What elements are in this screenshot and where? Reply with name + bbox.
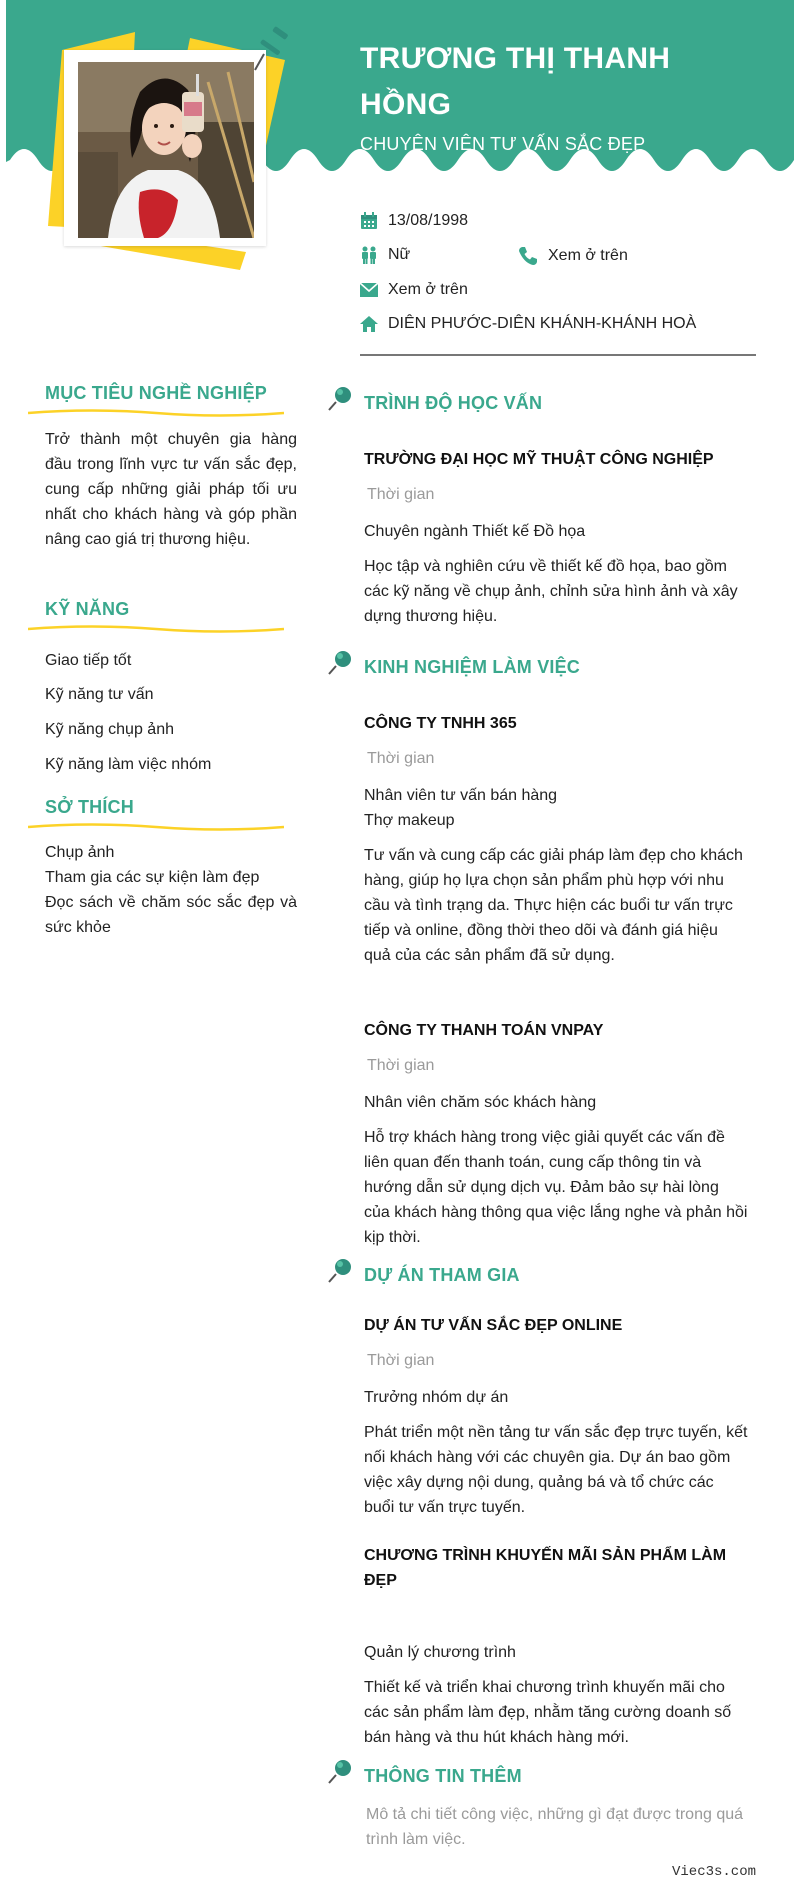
additional-text: Mô tả chi tiết công việc, những gì đạt được trong quá trình làm việc. xyxy=(366,1806,744,1848)
additional-title: THÔNG TIN THÊM xyxy=(364,1766,522,1786)
job-description: Hỗ trợ khách hàng trong việc giải quyết các vấn đề liên quan đến thanh toán, cung cấp thông tin và hướng dẫn sử dụng dịch vụ. Đảm bảo sự hài lòng của khách hàng thông qua việc lắng nghe và phản hồi kịp thời. xyxy=(364,1129,748,1246)
phone-value: Xem ở trên xyxy=(548,247,628,264)
job-time: Thời gian xyxy=(367,1057,435,1074)
hobby-item: Tham gia các sự kiện làm đẹp xyxy=(45,869,260,886)
objective-title: MỤC TIÊU NGHỀ NGHIỆP xyxy=(45,383,268,403)
project-name: CHƯƠNG TRÌNH KHUYẾN MÃI SẢN PHẨM LÀM ĐẸP xyxy=(364,1547,727,1589)
contact-divider xyxy=(360,354,756,356)
company-name: CÔNG TY THANH TOÁN VNPAY xyxy=(364,1022,604,1039)
calendar-icon xyxy=(360,212,378,230)
job-title: CHUYÊN VIÊN TƯ VẤN SẮC ĐẸP xyxy=(360,134,646,154)
contact-gender xyxy=(360,246,410,264)
hobby-item: Chụp ảnh xyxy=(45,844,115,861)
pushpin-icon xyxy=(252,24,292,74)
contact-email xyxy=(360,281,468,299)
projects-title: DỰ ÁN THAM GIA xyxy=(364,1265,520,1285)
school-name: TRƯỜNG ĐẠI HỌC MỸ THUẬT CÔNG NGHIỆP xyxy=(364,451,714,468)
skill-item: Kỹ năng chụp ảnh xyxy=(45,721,174,738)
gender-value: Nữ xyxy=(388,246,411,263)
job-description: Tư vấn và cung cấp các giải pháp làm đẹp cho khách hàng, giúp họ lựa chọn sản phẩm phù hợp với nhu cầu và tình trạng da. Thực hiện các buổi tư vấn trực tiếp và online, đồng thời theo dõi và đánh giá hiệu quả của các sản phẩm đã sử dụng. xyxy=(364,847,743,964)
experience-title: KINH NGHIỆM LÀM VIỆC xyxy=(364,657,581,677)
project-time: Thời gian xyxy=(367,1352,435,1369)
contact-birthday xyxy=(360,212,468,230)
job-role: Nhân viên tư vấn bán hàng xyxy=(364,787,558,804)
hobbies-title: SỞ THÍCH xyxy=(45,797,134,817)
project-role: Quản lý chương trình xyxy=(364,1644,516,1661)
skill-item: Giao tiếp tốt xyxy=(45,652,132,669)
education-major: Chuyên ngành Thiết kế Đồ họa xyxy=(364,523,586,540)
email-value: Xem ở trên xyxy=(388,281,468,298)
contact-phone xyxy=(518,246,628,266)
profile-photo xyxy=(78,62,254,238)
project-description: Phát triển một nền tảng tư vấn sắc đẹp trực tuyến, kết nối khách hàng với các chuyên gia. Dự án bao gồm việc xây dựng nội dung, quảng bá và tổ chức các buổi tư vấn trực tuyến. xyxy=(364,1424,748,1516)
job-role: Nhân viên chăm sóc khách hàng xyxy=(364,1094,597,1111)
objective-underline xyxy=(28,408,284,418)
skills-underline xyxy=(28,624,284,634)
skill-item: Kỹ năng làm việc nhóm xyxy=(45,756,212,773)
pushpin-icon xyxy=(328,1256,356,1284)
pushpin-icon xyxy=(328,384,356,412)
pushpin-icon xyxy=(328,1757,356,1785)
hobby-item: Đọc sách về chăm sóc sắc đẹp và sức khỏe xyxy=(45,894,297,936)
candidate-name: TRƯƠNG THỊ THANH HỒNG xyxy=(360,42,671,121)
pushpin-icon xyxy=(328,648,356,676)
objective-text: Trở thành một chuyên gia hàng đầu trong lĩnh vực tư vấn sắc đẹp, cung cấp những giải pháp tối ưu nhất cho khách hàng và góp phần nâng cao giá trị thương hiệu. xyxy=(45,431,297,548)
skills-title: KỸ NĂNG xyxy=(45,599,130,619)
skill-item: Kỹ năng tư vấn xyxy=(45,686,154,703)
contact-address xyxy=(360,315,696,333)
home-icon xyxy=(360,316,378,332)
project-description: Thiết kế và triển khai chương trình khuyến mãi cho các sản phẩm làm đẹp, nhằm tăng cường doanh số bán hàng và thu hút khách hàng mới. xyxy=(364,1679,732,1746)
people-icon xyxy=(360,246,378,264)
address-value: DIÊN PHƯỚC-DIÊN KHÁNH-KHÁNH HOÀ xyxy=(388,315,697,332)
project-role: Trưởng nhóm dự án xyxy=(364,1389,509,1406)
watermark: Viec3s.com xyxy=(672,1864,757,1880)
company-name: CÔNG TY TNHH 365 xyxy=(364,715,517,732)
education-description: Học tập và nghiên cứu về thiết kế đồ họa, bao gồm các kỹ năng về chụp ảnh, chỉnh sửa hình ảnh và xây dựng thương hiệu. xyxy=(364,558,738,625)
job-time: Thời gian xyxy=(367,750,435,767)
project-name: DỰ ÁN TƯ VẤN SẮC ĐẸP ONLINE xyxy=(364,1317,623,1334)
birthday-value: 13/08/1998 xyxy=(388,212,469,229)
hobbies-underline xyxy=(28,822,284,832)
phone-icon xyxy=(518,246,538,266)
education-title: TRÌNH ĐỘ HỌC VẤN xyxy=(364,393,543,413)
job-role: Thợ makeup xyxy=(364,812,455,829)
education-time: Thời gian xyxy=(367,486,435,503)
envelope-icon xyxy=(360,283,378,297)
